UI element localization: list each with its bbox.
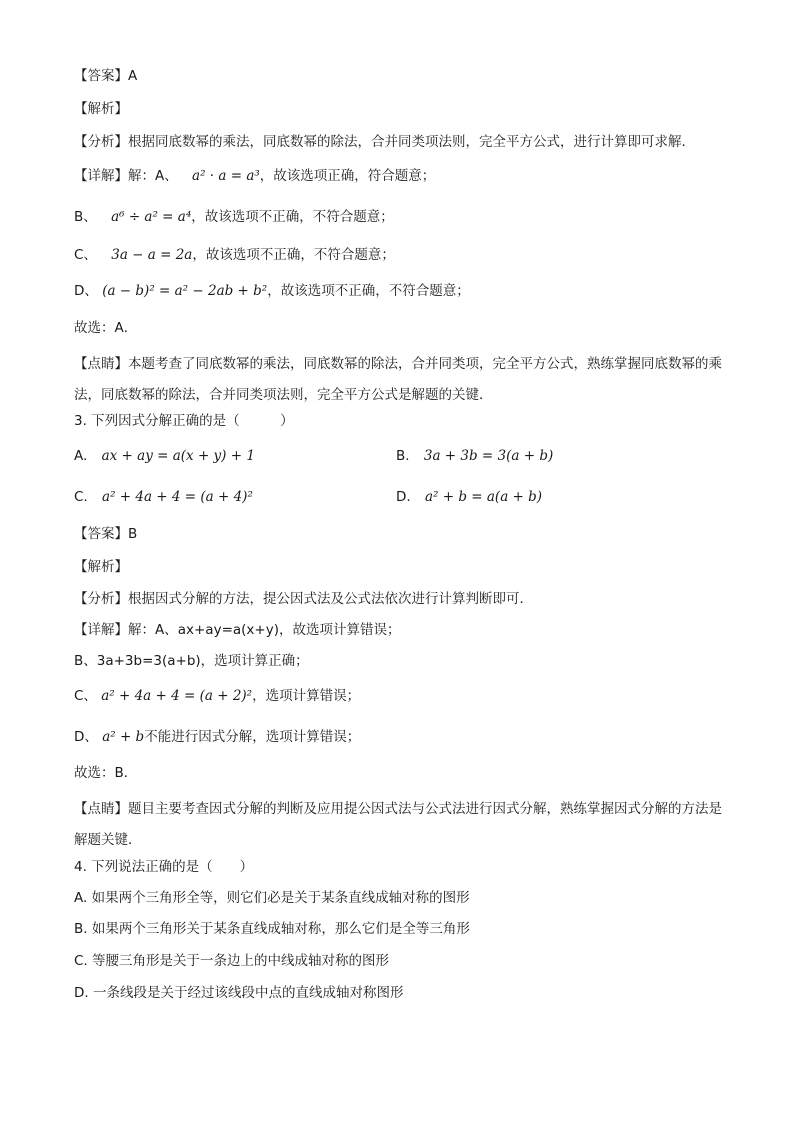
q3-detail-c-verdict: ，选项计算错误； bbox=[252, 688, 361, 704]
q2-detail-b bbox=[74, 207, 394, 227]
q3-detail-b: B、3a+3b=3(a+b)，选项计算正确； bbox=[74, 653, 309, 669]
q4-option-b: B. 如果两个三角形关于某条直线成轴对称，那么它们是全等三角形 bbox=[74, 921, 470, 937]
q3-option-d-math: a² + b = a(a + b) bbox=[424, 489, 543, 505]
q2-dianjing: 【点睛】本题考查了同底数幂的乘法，同底数幂的除法，合并同类项，完全平方公式，熟练掌握同底数幂的乘法，同底数幂的除法，合并同类项法则，完全平方公式是解题的关键． bbox=[74, 356, 722, 403]
q2-answer: 【答案】A bbox=[74, 68, 138, 84]
q3-option-d-label: D. bbox=[396, 489, 411, 505]
q2-detail-prefix: 【详解】解：A、 bbox=[74, 168, 178, 184]
q3-detail-d-verdict: 不能进行因式分解，选项计算错误； bbox=[144, 729, 361, 745]
q3-detail-d bbox=[74, 727, 360, 747]
q2-option-b-verdict: ，故该选项不正确，不符合题意； bbox=[191, 209, 394, 225]
q3-detail-c-label: C、 bbox=[74, 688, 97, 704]
q3-option-c bbox=[74, 487, 253, 507]
q2-option-c-verdict: ，故该选项不正确，不符合题意； bbox=[192, 247, 395, 263]
q3-option-a-math: ax + ay = a(x + y) + 1 bbox=[101, 448, 255, 464]
q2-option-b-math: a⁶ ÷ a² = a⁴ bbox=[111, 209, 192, 225]
q2-detail-a bbox=[74, 166, 435, 186]
q2-option-c-math: 3a − a = 2a bbox=[111, 247, 193, 263]
q3-option-b bbox=[396, 446, 553, 466]
q4-stem: 4. 下列说法正确的是（ ） bbox=[74, 859, 254, 875]
q2-option-d-label: D、 bbox=[74, 283, 98, 299]
q3-detail-d-math: a² + b bbox=[102, 729, 145, 745]
q2-choice: 故选：A． bbox=[74, 320, 138, 336]
q3-option-c-label: C. bbox=[74, 489, 88, 505]
q3-option-b-label: B. bbox=[396, 448, 410, 464]
q3-dianjing: 【点睛】题目主要考查因式分解的判断及应用提公因式法与公式法进行因式分解，熟练掌握因式分解的方法是解题关键． bbox=[74, 801, 722, 848]
q3-detail-a: 【详解】解：A、ax+ay=a(x+y)，故选项计算错误； bbox=[74, 622, 401, 638]
q3-answer: 【答案】B bbox=[74, 526, 138, 542]
q3-option-a bbox=[74, 446, 255, 466]
q2-fenxi: 【分析】根据同底数幂的乘法，同底数幂的除法，合并同类项法则，完全平方公式，进行计算即可求解． bbox=[74, 134, 695, 150]
q3-analysis-heading: 【解析】 bbox=[74, 559, 128, 575]
q3-option-c-math: a² + 4a + 4 = (a + 4)² bbox=[102, 489, 253, 505]
q4-option-c: C. 等腰三角形是关于一条边上的中线成轴对称的图形 bbox=[74, 953, 390, 969]
q4-option-a: A. 如果两个三角形全等，则它们必是关于某条直线成轴对称的图形 bbox=[74, 890, 470, 906]
q2-option-d-verdict: ，故该选项不正确，不符合题意； bbox=[267, 283, 470, 299]
q2-option-a-math: a² · a = a³ bbox=[192, 168, 260, 184]
q3-detail-d-label: D、 bbox=[74, 729, 98, 745]
q3-detail-c bbox=[74, 686, 360, 706]
q2-option-b-label: B、 bbox=[74, 209, 97, 225]
q3-stem: 3. 下列因式分解正确的是（ ） bbox=[74, 413, 294, 429]
q4-option-d: D. 一条线段是关于经过该线段中点的直线成轴对称图形 bbox=[74, 985, 404, 1001]
q3-option-d bbox=[396, 487, 542, 507]
q3-fenxi: 【分析】根据因式分解的方法，提公因式法及公式法依次进行计算判断即可． bbox=[74, 591, 533, 607]
q2-analysis-heading: 【解析】 bbox=[74, 101, 128, 117]
q3-choice: 故选：B． bbox=[74, 765, 138, 781]
q2-option-c-label: C、 bbox=[74, 247, 97, 263]
q2-option-a-verdict: ，故该选项正确，符合题意； bbox=[259, 168, 436, 184]
q2-option-d-math: (a − b)² = a² − 2ab + b² bbox=[102, 283, 268, 299]
q2-detail-d bbox=[74, 281, 470, 301]
q3-option-a-label: A. bbox=[74, 448, 88, 464]
q3-option-b-math: 3a + 3b = 3(a + b) bbox=[423, 448, 554, 464]
q2-detail-c bbox=[74, 245, 395, 265]
q3-detail-c-math: a² + 4a + 4 = (a + 2)² bbox=[101, 688, 253, 704]
